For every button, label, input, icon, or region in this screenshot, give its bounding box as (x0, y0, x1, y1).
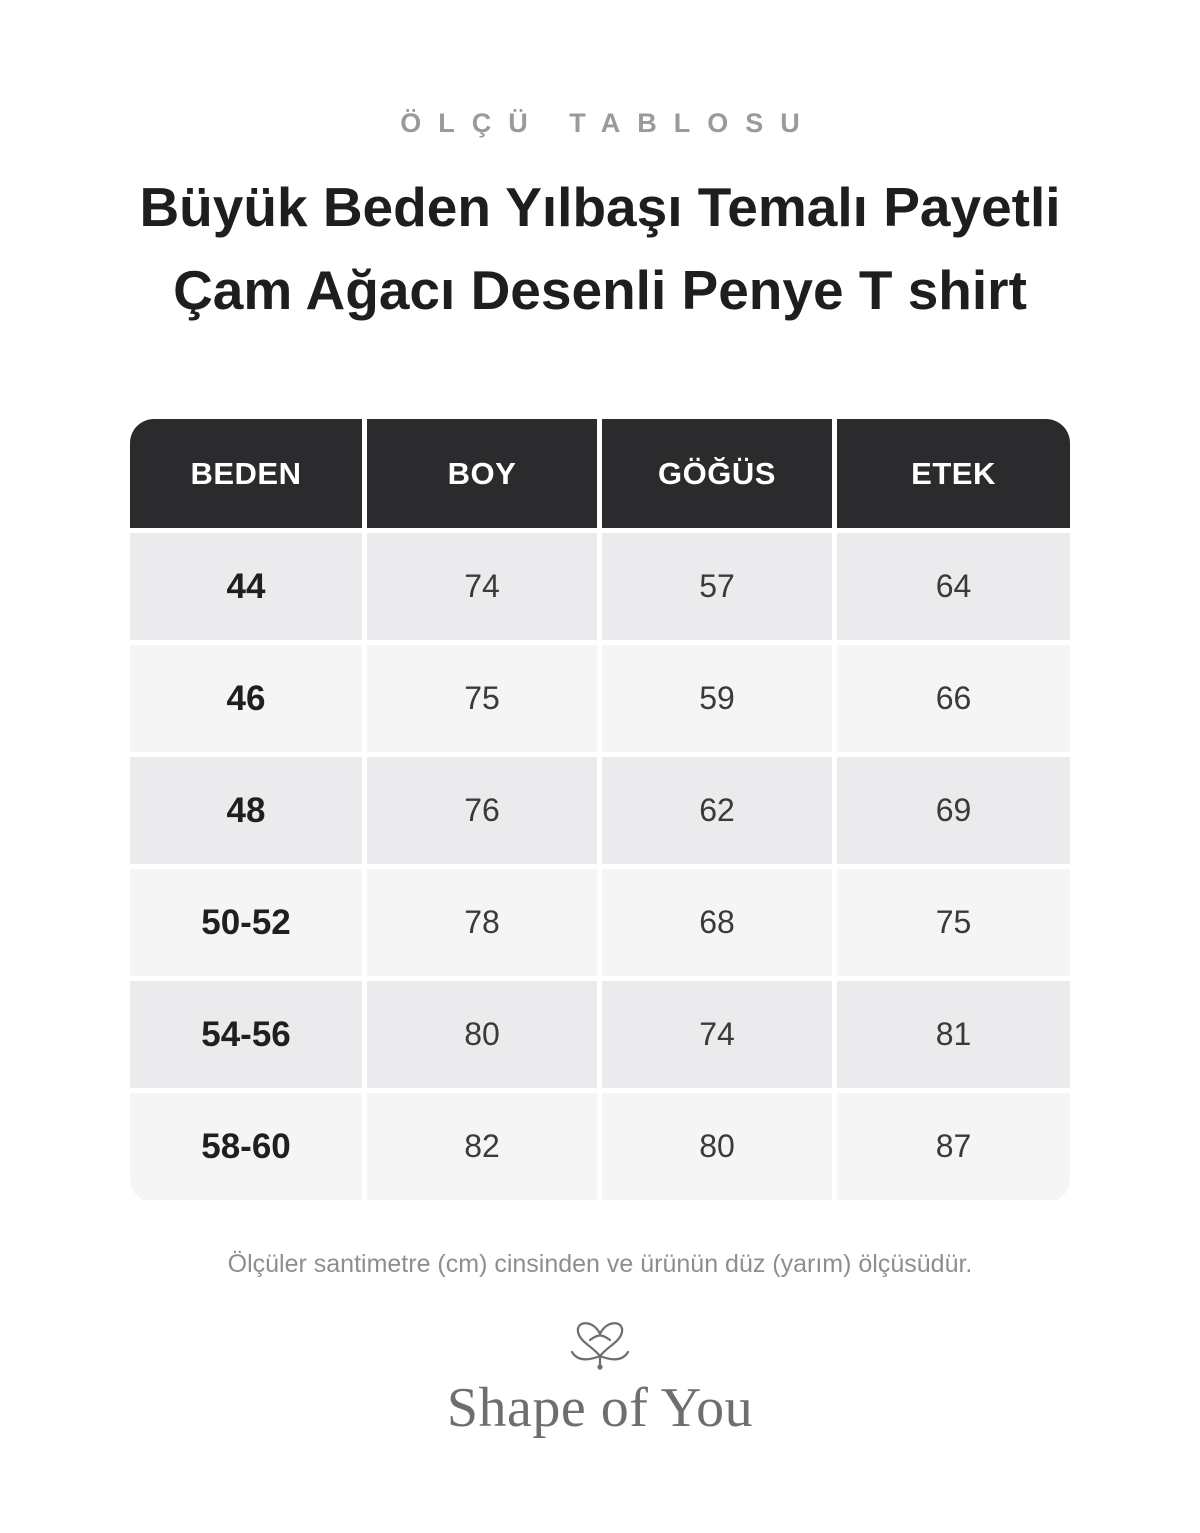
table-cell: 64 (837, 533, 1070, 640)
page-title (60, 166, 1140, 332)
size-cell: 46 (130, 645, 362, 752)
size-cell: 50-52 (130, 869, 362, 976)
table-cell: 66 (837, 645, 1070, 752)
column-header-beden: BEDEN (130, 419, 362, 528)
table-cell: 75 (367, 645, 597, 752)
measurement-note: Ölçüler santimetre (cm) cinsinden ve ürünün düz (yarım) ölçüsüdür. (227, 1250, 973, 1278)
column-header-gogus: GÖĞÜS (602, 419, 832, 528)
table-cell: 80 (367, 981, 597, 1088)
eyebrow-label: ÖLÇÜ TABLOSU (400, 108, 817, 138)
table-cell: 69 (837, 757, 1070, 864)
size-table (130, 419, 1070, 1203)
column-header-etek: ETEK (837, 419, 1070, 528)
title-line-2: Çam Ağacı Desenli Penye T shirt (173, 259, 1027, 321)
double-heart-swirl-icon (568, 1312, 632, 1370)
table-cell: 76 (367, 757, 597, 864)
size-cell: 48 (130, 757, 362, 864)
size-cell: 58-60 (130, 1093, 362, 1200)
size-cell: 54-56 (130, 981, 362, 1088)
table-cell: 87 (837, 1093, 1070, 1200)
column-header-boy: BOY (367, 419, 597, 528)
size-cell: 44 (130, 533, 362, 640)
table-cell: 57 (602, 533, 832, 640)
table-cell: 74 (367, 533, 597, 640)
table-cell: 75 (837, 869, 1070, 976)
table-cell: 74 (602, 981, 832, 1088)
title-line-1: Büyük Beden Yılbaşı Temalı Payetli (139, 176, 1061, 238)
brand-logo-text: Shape of You (446, 1377, 754, 1439)
table-cell: 68 (602, 869, 832, 976)
table-cell: 62 (602, 757, 832, 864)
table-cell: 81 (837, 981, 1070, 1088)
table-cell: 59 (602, 645, 832, 752)
table-cell: 82 (367, 1093, 597, 1200)
table-cell: 78 (367, 869, 597, 976)
table-cell: 80 (602, 1093, 832, 1200)
